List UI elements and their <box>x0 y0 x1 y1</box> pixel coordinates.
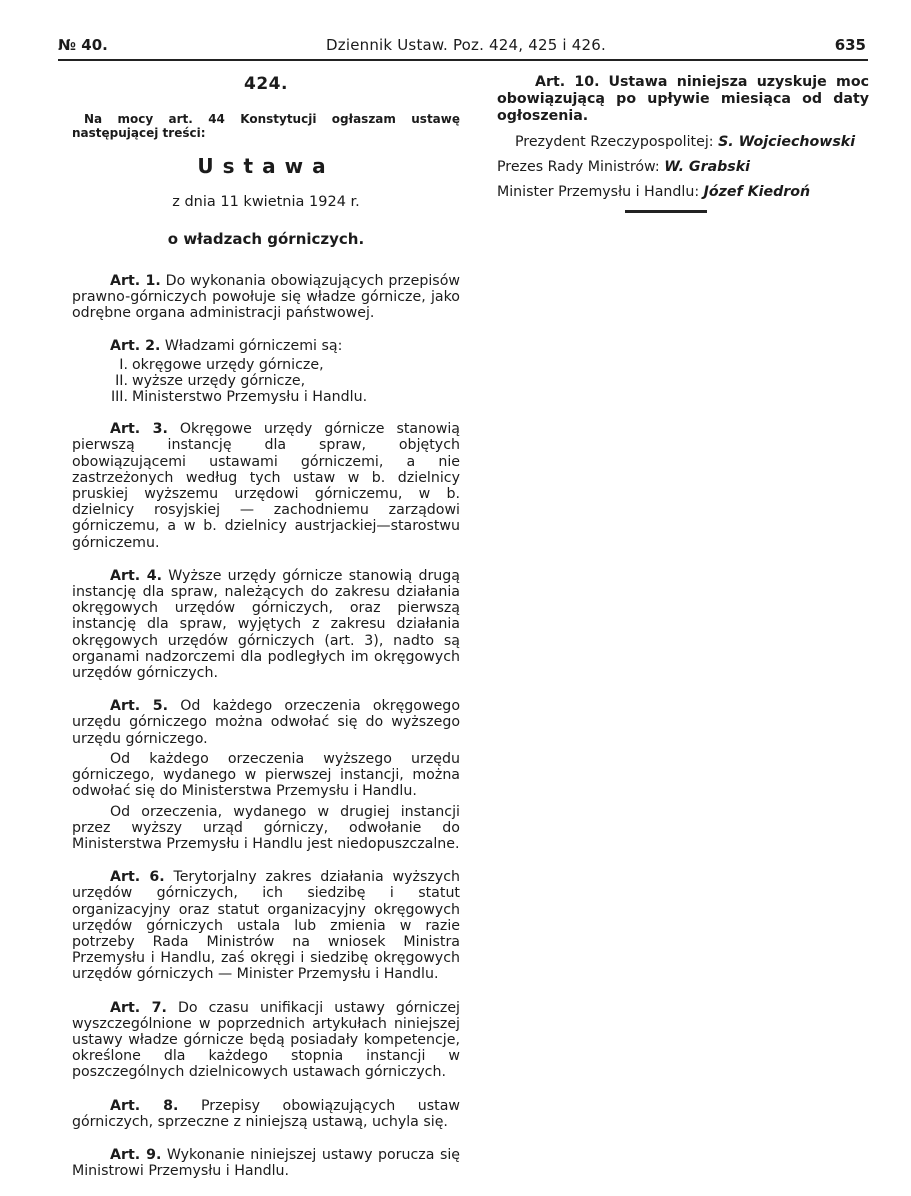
right-column <box>497 74 869 208</box>
position-number: 424. <box>244 74 288 94</box>
journal-title: Dziennik Ustaw. Poz. 424, 425 i 426. <box>326 36 606 54</box>
article-text: Okręgowe urzędy górnicze stanowią pierwszą instancję dla spraw, objętych obowiązującemi ustawami górniczemi, a nie zastrzeżonych według tych ustaw w b. dzielnicy pruskiej wyższemu urzędowi górniczemu, w b. dzielnicy rosyjskiej — zachodniemu zarządowi górniczemu, a w b. dzielnicy austrjackiej—starostwu górniczemu. <box>72 421 460 551</box>
article-label: Art. 9. <box>110 1146 162 1163</box>
article-10 <box>497 74 869 125</box>
article-label: Art. 7. <box>110 999 167 1016</box>
document-date: z dnia 11 kwietnia 1924 r. <box>172 194 360 211</box>
list-item: II. wyższe urzędy górnicze, <box>115 372 306 389</box>
article-1 <box>72 273 460 322</box>
signature-president <box>515 133 869 151</box>
signature-minister <box>497 183 869 201</box>
article-3 <box>72 421 460 551</box>
article-text: Ustawa niniejsza uzyskuje moc obowiązującą po upływie miesiąca od daty ogłoszenia. <box>497 74 869 124</box>
article-7 <box>72 1000 460 1081</box>
article-label: Art. 8. <box>110 1097 179 1114</box>
article-label: Art. 10. <box>535 74 600 90</box>
article-label: Art. 5. <box>110 698 169 715</box>
article-text: Wykonanie niniejszej ustawy porucza się Ministrowi Przemysłu i Handlu. <box>72 1146 461 1180</box>
signature-name: W. Grabski <box>664 159 751 175</box>
list-item: III. Ministerstwo Przemysłu i Handlu. <box>110 389 368 406</box>
page-number: 635 <box>834 36 866 54</box>
signature-name: S. Wojciechowski <box>718 134 856 150</box>
article-text: Terytorjalny zakres działania wyższych urzędów górniczych, ich siedzibę i statut organizacyjny oraz statut organizacyjny okręgowych urzędów górniczych ustala lub zmienia w razie potrzeby Rada Ministrów na wniosek Ministra Przemysłu i Handlu, zaś okręgi i siedzibę okręgowych urzędów górniczych — Minister Przemysłu i Handlu. <box>72 869 460 983</box>
article-text: Od każdego orzeczenia okręgowego urzędu górniczego można odwołać się do wyższego urzędu górniczego. <box>72 698 460 747</box>
header-rule <box>58 59 868 61</box>
signature-role: Prezes Rady Ministrów: <box>497 159 660 175</box>
article-label: Art. 4. <box>110 567 163 584</box>
signature-name: Józef Kiedroń <box>703 184 811 200</box>
article-8 <box>72 1098 460 1130</box>
authority-list <box>108 357 460 406</box>
article-5 <box>72 698 460 747</box>
article-label: Art. 6. <box>110 869 165 886</box>
signature-role: Minister Przemysłu i Handlu: <box>497 184 700 200</box>
article-4 <box>72 568 460 681</box>
signature-role: Prezydent Rzeczypospolitej: <box>515 134 714 150</box>
article-text: Do czasu unifikacji ustawy górniczej wyszczególnione w poprzednich artykułach niniejszej ustawy władze górnicze będą posiadały kompetencje, określone dla każdego stopnia instancji w poszczególnych dzielnicowych ustawach górniczych. <box>72 999 460 1081</box>
article-text: Wyższe urzędy górnicze stanowią drugą instancję dla spraw, należących do zakresu działania okręgowych urzędów górniczych, oraz pierwszą instancję dla spraw, wyjętych z zakresu działania okręgowych urzędów górniczych (art. 3), nadto są organami nadzorczemi dla podległych im okręgowych urzędów górniczych. <box>72 567 460 682</box>
article-label: Art. 1. <box>110 272 161 289</box>
document-subject: o władzach górniczych. <box>167 229 365 248</box>
intro-text: Na mocy art. 44 Konstytucji ogłaszam ustawę następującej treści: <box>72 112 460 141</box>
article-5-paragraph-3: Od orzeczenia, wydanego w drugiej instancji przez wyższy urząd górniczy, odwołanie do Ministerstwa Przemysłu i Handlu jest niedopuszczalne. <box>72 803 460 852</box>
page-header <box>58 36 866 60</box>
document-title: Ustawa <box>197 154 335 179</box>
article-5-paragraph-2: Od każdego orzeczenia wyższego urzędu górniczego, wydanego w pierwszej instancji, można odwołać się do Ministerstwa Przemysłu i Handlu. <box>72 750 460 800</box>
article-9 <box>72 1147 460 1179</box>
signature-prime-minister <box>497 158 869 176</box>
issue-number: № 40. <box>58 36 108 54</box>
list-item: I. okręgowe urzędy górnicze, <box>119 356 324 373</box>
section-end-rule <box>625 210 707 213</box>
article-label: Art. 3. <box>110 421 168 438</box>
article-text: Przepisy obowiązujących ustaw górniczych, sprzeczne z niniejszą ustawą, uchyla się. <box>72 1097 460 1130</box>
left-column <box>72 66 460 1196</box>
article-label: Art. 2. <box>110 338 161 355</box>
article-text: Do wykonania obowiązujących przepisów prawno-górniczych powołuje się władze górnicze, jako odrębne organa administracji państwowej. <box>72 272 460 322</box>
article-6 <box>72 869 460 982</box>
article-2 <box>72 338 460 354</box>
article-text: Władzami górniczemi są: <box>164 338 343 355</box>
signatures <box>497 133 869 201</box>
